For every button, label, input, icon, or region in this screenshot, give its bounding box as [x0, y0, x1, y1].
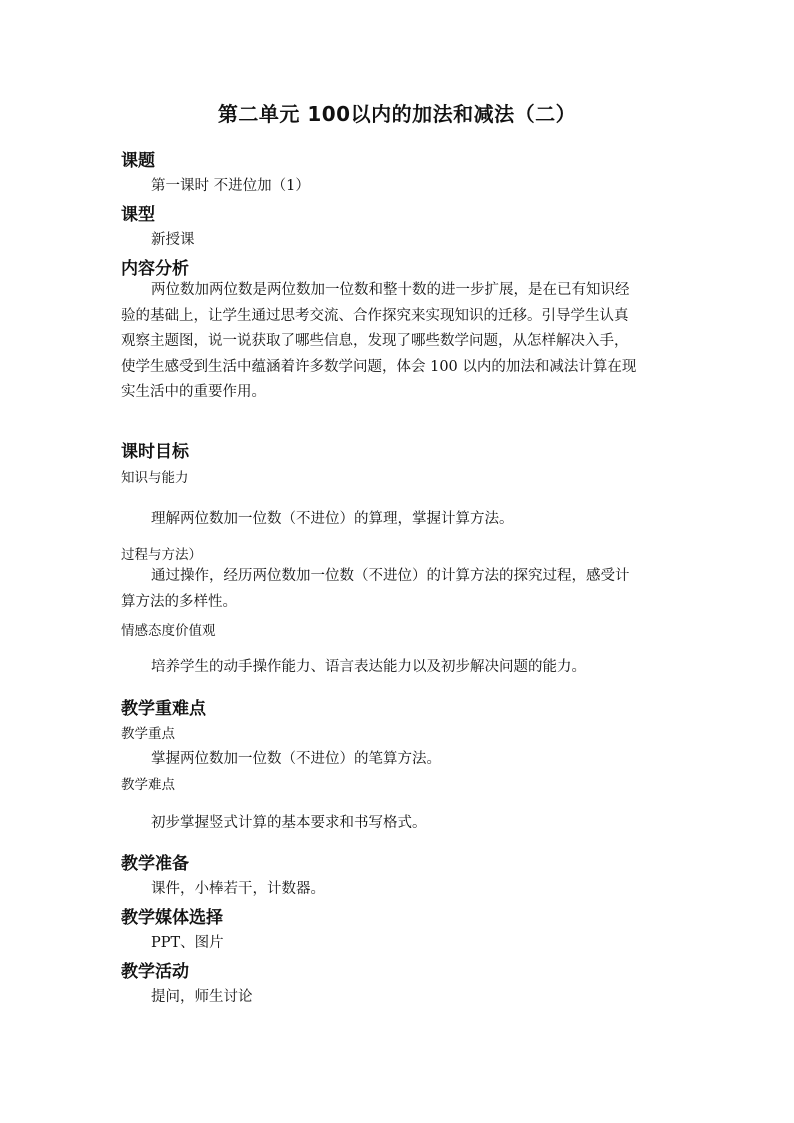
- heading-goals: 课时目标: [121, 442, 189, 462]
- analysis-line: 实生活中的重要作用。: [121, 384, 266, 401]
- knowledge-text: 理解两位数加一位数（不进位）的算理，掌握计算方法。: [151, 511, 514, 527]
- activity-text: 提问，师生讨论: [151, 989, 253, 1005]
- analysis-line: 两位数加两位数是两位数加一位数和整十数的进一步扩展，是在已有知识经: [151, 282, 630, 298]
- subheading-difficulty: 教学难点: [121, 777, 175, 793]
- analysis-line: 使学生感受到生活中蕴涵着许多数学问题，体会 100 以内的加法和减法计算在现: [121, 358, 637, 375]
- type-text: 新授课: [151, 232, 195, 248]
- subheading-process: 过程与方法）: [121, 547, 202, 563]
- page-title: 第二单元 100以内的加法和减法（二）: [217, 102, 577, 126]
- prep-text: 课件，小棒若干，计数器。: [151, 881, 325, 897]
- heading-prep: 教学准备: [121, 854, 189, 874]
- analysis-line: 验的基础上，让学生通过思考交流、合作探究来实现知识的迁移。引导学生认真: [121, 307, 629, 324]
- process-paragraph: [121, 564, 681, 615]
- topic-text: 第一课时 不进位加（1）: [151, 178, 310, 194]
- media-text: PPT、图片: [151, 935, 224, 951]
- focus-text: 掌握两位数加一位数（不进位）的笔算方法。: [151, 751, 441, 767]
- heading-analysis: 内容分析: [121, 259, 189, 279]
- difficulty-text: 初步掌握竖式计算的基本要求和书写格式。: [151, 815, 427, 831]
- subheading-focus: 教学重点: [121, 726, 175, 742]
- process-line: 通过操作，经历两位数加一位数（不进位）的计算方法的探究过程，感受计: [151, 568, 630, 584]
- emotion-text: 培养学生的动手操作能力、语言表达能力以及初步解决问题的能力。: [151, 659, 586, 675]
- process-line: 算方法的多样性。: [121, 593, 237, 610]
- heading-activity: 教学活动: [121, 962, 189, 982]
- analysis-paragraph: [121, 278, 681, 406]
- heading-media: 教学媒体选择: [121, 908, 223, 928]
- heading-keypoints: 教学重难点: [121, 699, 206, 719]
- heading-type: 课型: [121, 205, 155, 225]
- subheading-knowledge: 知识与能力: [121, 470, 189, 486]
- heading-topic: 课题: [121, 151, 155, 171]
- subheading-emotion: 情感态度价值观: [121, 623, 216, 639]
- analysis-line: 观察主题图，说一说获取了哪些信息，发现了哪些数学问题，从怎样解决入手，: [121, 333, 629, 350]
